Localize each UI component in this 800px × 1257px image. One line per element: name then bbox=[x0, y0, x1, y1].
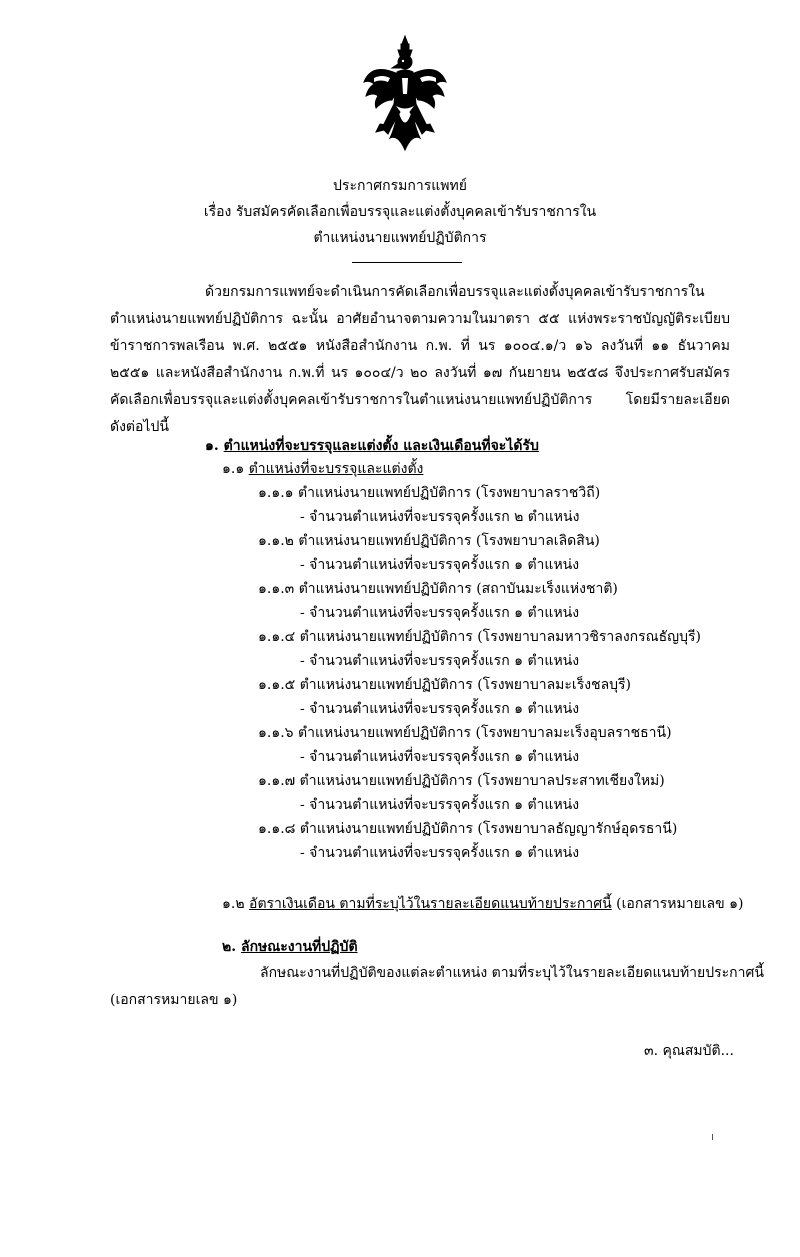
position-item-detail: - จำนวนตำแหน่งที่จะบรรจุครั้งแรก ๑ ตำแหน่ง bbox=[300, 557, 580, 573]
position-item-title: ๑.๑.๕ ตำแหน่งนายแพทย์ปฏิบัติการ (โรงพยาบาลมะเร็งชลบุรี) bbox=[258, 677, 632, 693]
position-item-title: ๑.๑.๓ ตำแหน่งนายแพทย์ปฏิบัติการ (สถาบันมะเร็งแห่งชาติ) bbox=[258, 581, 618, 597]
intro-line-2: ตำแหน่งนายแพทย์ปฏิบัติการ ฉะนั้น อาศัยอำนาจตามความในมาตรา ๕๕ แห่งพระราชบัญญัติระเบียบ bbox=[110, 311, 730, 327]
section-1-1-title: ตำแหน่งที่จะบรรจุและแต่งตั้ง bbox=[248, 461, 424, 477]
intro-line-1: ด้วยกรมการแพทย์จะดำเนินการคัดเลือกเพื่อบรรจุและแต่งตั้งบุคคลเข้ารับราชการใน bbox=[205, 284, 705, 300]
continuation-note: ๓. คุณสมบัติ... bbox=[644, 1043, 734, 1059]
position-item-detail: - จำนวนตำแหน่งที่จะบรรจุครั้งแรก ๑ ตำแหน่ง bbox=[300, 701, 580, 717]
garuda-emblem bbox=[362, 34, 448, 154]
section-1-number: ๑. bbox=[205, 438, 219, 454]
section-2-ref: (เอกสารหมายเลข ๑) bbox=[110, 992, 238, 1008]
position-item-detail: - จำนวนตำแหน่งที่จะบรรจุครั้งแรก ๑ ตำแหน่ง bbox=[300, 605, 580, 621]
announcement-org: ประกาศกรมการแพทย์ bbox=[333, 178, 467, 194]
position-item-detail: - จำนวนตำแหน่งที่จะบรรจุครั้งแรก ๑ ตำแหน่ง bbox=[300, 797, 580, 813]
section-1-heading bbox=[205, 436, 539, 456]
position-item-title: ๑.๑.๔ ตำแหน่งนายแพทย์ปฏิบัติการ (โรงพยาบาลมหาวชิราลงกรณธัญบุรี) bbox=[258, 629, 701, 645]
position-item-title: ๑.๑.๗ ตำแหน่งนายแพทย์ปฏิบัติการ (โรงพยาบาลประสาทเชียงใหม่) bbox=[258, 773, 665, 789]
section-1-2-title: อัตราเงินเดือน ตามที่ระบุไว้ในรายละเอียดแนบท้ายประกาศนี้ bbox=[249, 896, 612, 912]
intro-line-6: ดังต่อไปนี้ bbox=[110, 419, 169, 435]
section-2-title: ลักษณะงานที่ปฏิบัติ bbox=[240, 939, 358, 955]
position-item-title: ๑.๑.๘ ตำแหน่งนายแพทย์ปฏิบัติการ (โรงพยาบาลธัญญารักษ์อุดรธานี) bbox=[258, 821, 678, 837]
section-1-2-heading bbox=[222, 894, 743, 914]
section-2-heading bbox=[222, 937, 358, 957]
header-divider bbox=[352, 262, 462, 263]
position-item-detail: - จำนวนตำแหน่งที่จะบรรจุครั้งแรก ๑ ตำแหน่ง bbox=[300, 749, 580, 765]
position-item-detail: - จำนวนตำแหน่งที่จะบรรจุครั้งแรก ๑ ตำแหน่ง bbox=[300, 653, 580, 669]
section-2-number: ๒. bbox=[222, 939, 237, 955]
section-1-2-number: ๑.๒ bbox=[222, 896, 245, 912]
intro-line-3: ข้าราชการพลเรือน พ.ศ. ๒๕๕๑ หนังสือสำนักงาน ก.พ. ที่ นร ๑๐๐๔.๑/ว ๑๖ ลงวันที่ ๑๑ ธันวาคม bbox=[110, 338, 730, 354]
section-1-1-heading bbox=[222, 459, 423, 479]
announcement-subject: เรื่อง รับสมัครคัดเลือกเพื่อบรรจุและแต่งตั้งบุคคลเข้ารับราชการใน bbox=[203, 204, 597, 220]
scan-mark bbox=[712, 1134, 713, 1140]
position-item-detail: - จำนวนตำแหน่งที่จะบรรจุครั้งแรก ๒ ตำแหน่ง bbox=[300, 509, 580, 525]
section-1-2-ref: (เอกสารหมายเลข ๑) bbox=[616, 896, 744, 912]
section-1-title: ตำแหน่งที่จะบรรจุและแต่งตั้ง และเงินเดือนที่จะได้รับ bbox=[223, 438, 539, 454]
position-item-title: ๑.๑.๑ ตำแหน่งนายแพทย์ปฏิบัติการ (โรงพยาบาลราชวิถี) bbox=[258, 485, 601, 501]
intro-line-5: คัดเลือกเพื่อบรรจุและแต่งตั้งบุคคลเข้ารับราชการในตำแหน่งนายแพทย์ปฏิบัติการ โดยมีรายละเอียด bbox=[110, 392, 730, 408]
announcement-position: ตำแหน่งนายแพทย์ปฏิบัติการ bbox=[313, 230, 487, 246]
position-item-title: ๑.๑.๖ ตำแหน่งนายแพทย์ปฏิบัติการ (โรงพยาบาลมะเร็งอุบลราชธานี) bbox=[258, 725, 672, 741]
intro-line-4: ๒๕๕๑ และหนังสือสำนักงาน ก.พ.ที่ นร ๑๐๐๔/ว ๒๐ ลงวันที่ ๑๗ กันยายน ๒๕๕๘ จึงประกาศรับสมัคร bbox=[110, 365, 730, 381]
position-item-title: ๑.๑.๒ ตำแหน่งนายแพทย์ปฏิบัติการ (โรงพยาบาลเลิดสิน) bbox=[258, 533, 600, 549]
position-item-detail: - จำนวนตำแหน่งที่จะบรรจุครั้งแรก ๑ ตำแหน่ง bbox=[300, 845, 580, 861]
section-2-body: ลักษณะงานที่ปฏิบัติของแต่ละตำแหน่ง ตามที่ระบุไว้ในรายละเอียดแนบท้ายประกาศนี้ bbox=[260, 965, 764, 981]
section-1-1-number: ๑.๑ bbox=[222, 461, 245, 477]
